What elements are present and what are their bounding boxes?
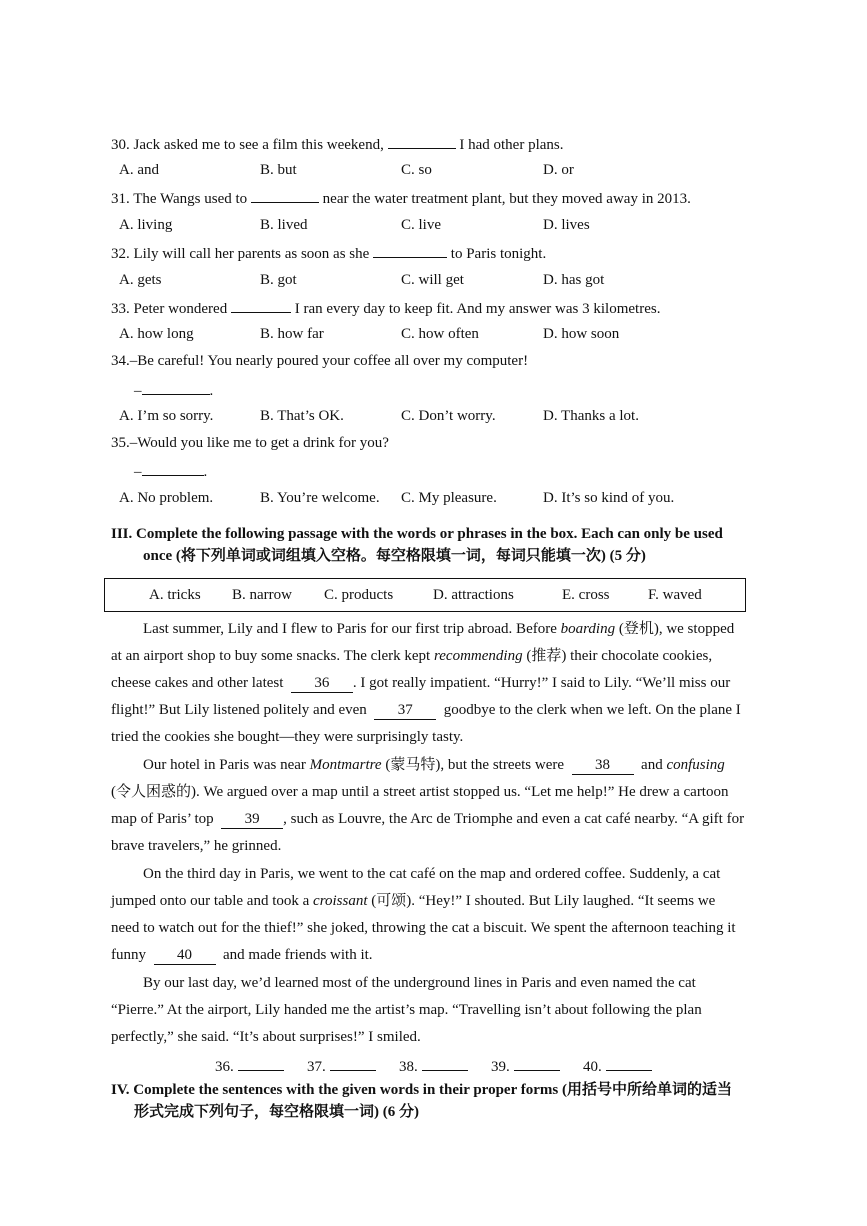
option-c[interactable]: C. how often bbox=[401, 326, 479, 342]
passage-line: (令人困惑的). We argued over a map until a street artist stopped us. “Let me help!” He drew a cartoon bbox=[111, 784, 729, 800]
word-option: A. tricks bbox=[149, 587, 201, 603]
question-33: 33. Peter wondered I ran every day to keep fit. And my answer was 3 kilometres. bbox=[111, 298, 660, 318]
word-option: E. cross bbox=[562, 587, 610, 603]
word-option: D. attractions bbox=[433, 587, 514, 603]
blank-39[interactable]: 39 bbox=[221, 810, 283, 829]
option-a[interactable]: A. gets bbox=[119, 272, 162, 288]
blank-36[interactable]: 36 bbox=[291, 674, 353, 693]
passage-line: flight!” But Lily listened politely and even 37 goodbye to the clerk when we left. On the plane I bbox=[111, 702, 741, 718]
section-iv-title: IV. Complete the sentences with the given words in their proper forms (用括号中所给单词的适当 bbox=[111, 1082, 732, 1098]
passage-line: brave travelers,” he grinned. bbox=[111, 838, 282, 854]
answer-blank[interactable] bbox=[251, 188, 319, 203]
passage-line: tried the cookies she bought—they were surprisingly tasty. bbox=[111, 729, 464, 745]
word-option: C. products bbox=[324, 587, 394, 603]
question-35: 35.–Would you like me to get a drink for you? bbox=[111, 435, 389, 451]
section-iii-subtitle: once (将下列单词或词组填入空格。每空格限填一词，每词只能填一次) (5 分) bbox=[143, 548, 646, 564]
answer-blank[interactable] bbox=[373, 243, 447, 258]
section-iii-title: III. Complete the following passage with the words or phrases in the box. Each can only be used bbox=[111, 526, 723, 542]
option-d[interactable]: D. how soon bbox=[543, 326, 620, 342]
option-b[interactable]: B. got bbox=[260, 272, 297, 288]
blank-40[interactable]: 40 bbox=[154, 946, 216, 965]
question-30: 30. Jack asked me to see a film this weekend, I had other plans. bbox=[111, 134, 563, 154]
option-c[interactable]: C. Don’t worry. bbox=[401, 408, 496, 424]
option-a[interactable]: A. living bbox=[119, 217, 173, 233]
option-b[interactable]: B. but bbox=[260, 162, 297, 178]
option-c[interactable]: C. live bbox=[401, 217, 441, 233]
blank-37[interactable]: 37 bbox=[374, 701, 436, 720]
answer-blank[interactable] bbox=[142, 461, 204, 476]
option-a[interactable]: A. No problem. bbox=[119, 490, 214, 506]
question-34: 34.–Be careful! You nearly poured your coffee all over my computer! bbox=[111, 353, 529, 369]
answer-39: 39. bbox=[491, 1056, 560, 1076]
option-a[interactable]: A. and bbox=[119, 162, 159, 178]
reply-line: – . bbox=[134, 380, 213, 400]
option-c[interactable]: C. My pleasure. bbox=[401, 490, 497, 506]
answer-36: 36. bbox=[215, 1056, 284, 1076]
passage-line: need to watch out for the thief!” she joked, throwing the cat a biscuit. We spent the afternoon teaching it bbox=[111, 920, 736, 936]
answer-blank[interactable] bbox=[231, 298, 291, 313]
option-b[interactable]: B. how far bbox=[260, 326, 324, 342]
option-d[interactable]: D. has got bbox=[543, 272, 605, 288]
answer-blank[interactable] bbox=[606, 1056, 652, 1071]
answer-blank[interactable] bbox=[142, 380, 210, 395]
word-option: B. narrow bbox=[232, 587, 292, 603]
passage-line: By our last day, we’d learned most of the underground lines in Paris and even named the cat bbox=[143, 975, 696, 991]
option-a[interactable]: A. how long bbox=[119, 326, 194, 342]
question-31: 31. The Wangs used to near the water treatment plant, but they moved away in 2013. bbox=[111, 188, 691, 208]
passage-line: Our hotel in Paris was near Montmartre (蒙马特), but the streets were 38 and confusing bbox=[143, 757, 725, 773]
answer-blank[interactable] bbox=[514, 1056, 560, 1071]
passage-line: perfectly,” she said. “It’s about surprises!” I smiled. bbox=[111, 1029, 421, 1045]
passage-line: at an airport shop to buy some snacks. The clerk kept recommending (推荐) their chocolate cookies, bbox=[111, 648, 713, 664]
passage-line: On the third day in Paris, we went to the cat café on the map and ordered coffee. Suddenly, a cat bbox=[143, 866, 721, 882]
word-box bbox=[104, 578, 746, 612]
answer-37: 37. bbox=[307, 1056, 376, 1076]
passage-line: funny 40 and made friends with it. bbox=[111, 947, 373, 963]
option-a[interactable]: A. I’m so sorry. bbox=[119, 408, 214, 424]
answer-40: 40. bbox=[583, 1056, 652, 1076]
option-b[interactable]: B. lived bbox=[260, 217, 308, 233]
answer-blank[interactable] bbox=[238, 1056, 284, 1071]
option-c[interactable]: C. so bbox=[401, 162, 432, 178]
passage-line: “Pierre.” At the airport, Lily handed me the artist’s map. “Travelling isn’t about following the plan bbox=[111, 1002, 702, 1018]
passage-line: cheese cakes and other latest 36 . I got really impatient. “Hurry!” I said to Lily. “We’ll miss our bbox=[111, 675, 731, 691]
option-b[interactable]: B. You’re welcome. bbox=[260, 490, 380, 506]
option-d[interactable]: D. lives bbox=[543, 217, 590, 233]
answer-blank[interactable] bbox=[422, 1056, 468, 1071]
answer-blank[interactable] bbox=[388, 134, 456, 149]
option-d[interactable]: D. It’s so kind of you. bbox=[543, 490, 675, 506]
answer-blank[interactable] bbox=[330, 1056, 376, 1071]
section-iv-subtitle: 形式完成下列句子，每空格限填一词) (6 分) bbox=[134, 1104, 419, 1120]
question-32: 32. Lily will call her parents as soon as she to Paris tonight. bbox=[111, 243, 546, 263]
option-b[interactable]: B. That’s OK. bbox=[260, 408, 344, 424]
passage-line: map of Paris’ top 39 , such as Louvre, the Arc de Triomphe and even a cat café nearby. “A gift for bbox=[111, 811, 745, 827]
word-option: F. waved bbox=[648, 587, 702, 603]
option-d[interactable]: D. or bbox=[543, 162, 574, 178]
blank-38[interactable]: 38 bbox=[572, 756, 634, 775]
answer-38: 38. bbox=[399, 1056, 468, 1076]
passage-line: jumped onto our table and took a croissant (可颂). “Hey!” I shouted. But Lily laughed. “It seems we bbox=[111, 893, 716, 909]
option-c[interactable]: C. will get bbox=[401, 272, 464, 288]
reply-line: – . bbox=[134, 461, 207, 481]
option-d[interactable]: D. Thanks a lot. bbox=[543, 408, 639, 424]
passage-line: Last summer, Lily and I flew to Paris for our first trip abroad. Before boarding (登机), we stopped bbox=[143, 621, 735, 637]
